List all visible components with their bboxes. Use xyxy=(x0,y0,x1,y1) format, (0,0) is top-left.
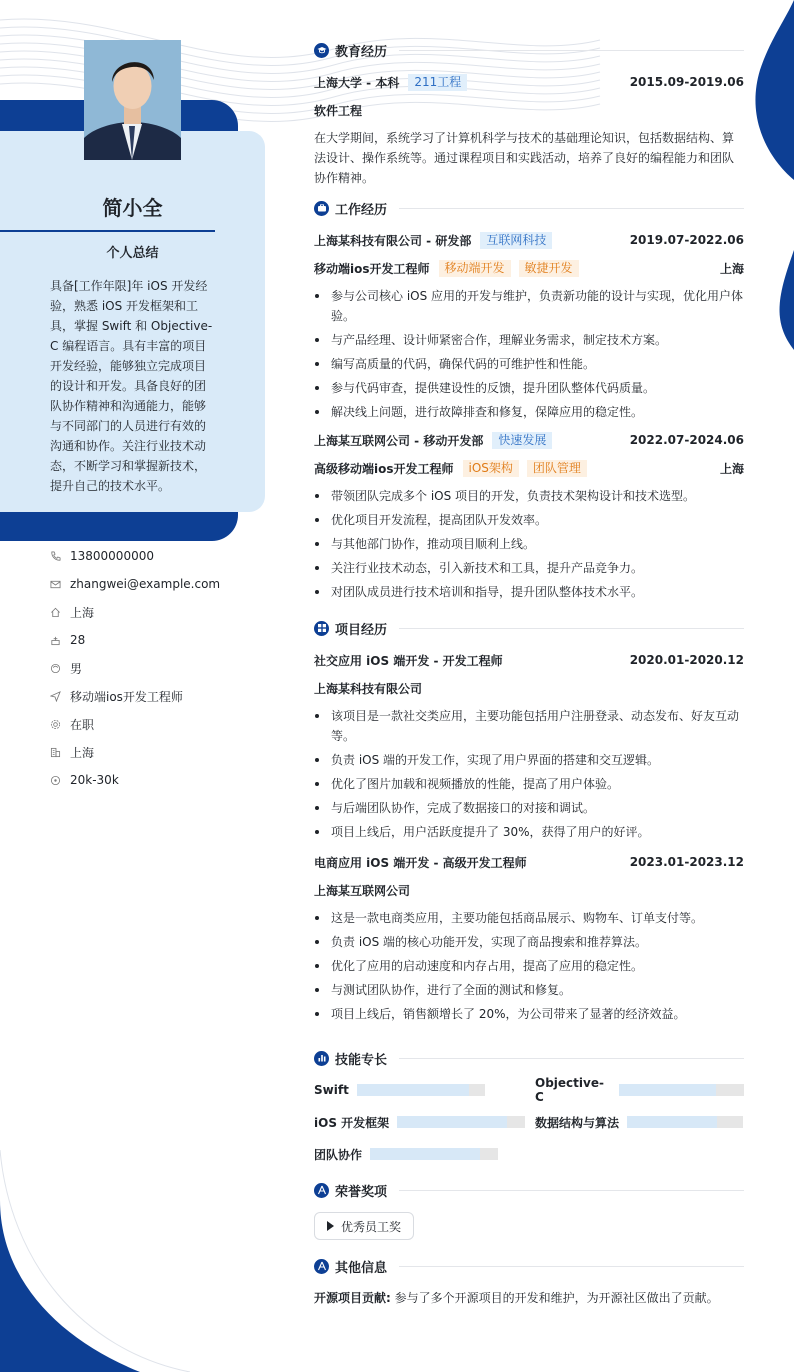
section-divider xyxy=(399,50,744,51)
avatar-photo xyxy=(84,40,181,160)
name-divider xyxy=(0,230,215,232)
school-tag: 211工程 xyxy=(408,74,467,91)
project-name: 电商应用 iOS 端开发 - 高级开发工程师 xyxy=(314,855,527,870)
bullet-item: 该项目是一款社交类应用，主要功能包括用户注册登录、动态发布、好友互动等。 xyxy=(314,706,744,746)
school-name: 上海大学 - 本科 xyxy=(314,75,400,90)
contact-value: zhangwei@example.com xyxy=(70,577,221,591)
bullet-item: 这是一款电商类应用，主要功能包括商品展示、购物车、订单支付等。 xyxy=(314,908,744,928)
bullet-item: 参与公司核心 iOS 应用的开发与维护，负责新功能的设计与实现，优化用户体验。 xyxy=(314,286,744,326)
contact-value: 13800000000 xyxy=(70,549,154,563)
skill-item xyxy=(314,1144,535,1164)
section-divider xyxy=(399,1058,744,1059)
work-location: 上海 xyxy=(719,261,744,276)
bullet-item: 项目上线后，用户活跃度提升了 30%，获得了用户的好评。 xyxy=(314,822,744,842)
bullet-item: 负责 iOS 端的开发工作，实现了用户界面的搭建和交互逻辑。 xyxy=(314,750,744,770)
skill-name: Objective-C xyxy=(535,1076,604,1104)
work-role-row xyxy=(314,458,744,478)
bullet-item: 项目上线后，销售额增长了 20%，为公司带来了显著的经济效益。 xyxy=(314,1004,744,1024)
project-period: 2020.01-2020.12 xyxy=(629,653,744,667)
bullet-item: 解决线上问题，进行故障排查和修复，保障应用的稳定性。 xyxy=(314,402,744,422)
other-header xyxy=(314,1256,744,1276)
status-icon xyxy=(50,719,61,730)
bullet-item: 与产品经理、设计师紧密合作，理解业务需求，制定技术方案。 xyxy=(314,330,744,350)
skill-bar-fill xyxy=(627,1116,717,1128)
bullet-item: 优化了图片加载和视频播放的性能，提高了用户体验。 xyxy=(314,774,744,794)
skill-item xyxy=(535,1112,744,1132)
contact-age xyxy=(50,626,260,654)
contact-position xyxy=(50,682,260,710)
company-name: 上海某科技有限公司 - 研发部 xyxy=(314,233,472,248)
education-header xyxy=(314,40,744,60)
role-tag: 敏捷开发 xyxy=(519,260,579,277)
send-icon xyxy=(50,691,61,702)
project-bullets xyxy=(314,908,744,1024)
phone-icon xyxy=(50,551,61,562)
contact-list xyxy=(50,542,260,794)
graduation-cap-icon xyxy=(314,43,329,58)
work-bullets xyxy=(314,486,744,602)
project-item xyxy=(314,852,744,1024)
job-role: 高级移动端ios开发工程师 xyxy=(314,461,454,476)
major: 软件工程 xyxy=(314,103,363,118)
project-item xyxy=(314,650,744,842)
job-role: 移动端ios开发工程师 xyxy=(314,261,430,276)
bullet-item: 带领团队完成多个 iOS 项目的开发，负责技术架构设计和技术选型。 xyxy=(314,486,744,506)
contact-value: 男 xyxy=(70,661,83,676)
company-tag: 快速发展 xyxy=(492,432,552,449)
awards-list xyxy=(314,1212,744,1240)
contact-email xyxy=(50,570,260,598)
company-name: 上海某互联网公司 - 移动开发部 xyxy=(314,433,484,448)
home-icon xyxy=(50,607,61,618)
skill-bar-fill xyxy=(370,1148,480,1160)
section-title: 荣誉奖项 xyxy=(335,1184,388,1200)
projects-header xyxy=(314,618,744,638)
work-company-row xyxy=(314,430,744,450)
profile-name: 简小全 xyxy=(102,196,163,220)
project-name: 社交应用 iOS 端开发 - 开发工程师 xyxy=(314,653,503,668)
building-icon xyxy=(50,747,61,758)
skill-bar-fill xyxy=(619,1084,717,1096)
play-icon xyxy=(327,1221,334,1231)
education-period: 2015.09-2019.06 xyxy=(629,75,744,89)
work-item xyxy=(314,230,744,422)
briefcase-icon xyxy=(314,201,329,216)
section-title: 其他信息 xyxy=(335,1260,388,1276)
salary-icon xyxy=(50,775,61,786)
skill-item xyxy=(314,1080,535,1100)
avatar xyxy=(84,40,181,160)
section-title: 工作经历 xyxy=(335,202,388,218)
main-content xyxy=(314,40,744,1318)
contact-value: 移动端ios开发工程师 xyxy=(70,689,183,704)
project-company-row xyxy=(314,880,744,900)
other-text: 参与了多个开源项目的开发和维护，为开源社区做出了贡献。 xyxy=(394,1291,719,1305)
bullet-item: 负责 iOS 端的核心功能开发，实现了商品搜索和推荐算法。 xyxy=(314,932,744,952)
bullet-item: 对团队成员进行技术培训和指导，提升团队整体技术水平。 xyxy=(314,582,744,602)
work-company-row xyxy=(314,230,744,250)
contact-value: 28 xyxy=(70,633,86,647)
project-company: 上海某科技有限公司 xyxy=(314,681,423,696)
section-divider xyxy=(399,208,744,209)
skill-bar xyxy=(397,1116,525,1128)
project-bullets xyxy=(314,706,744,842)
skill-name: 数据结构与算法 xyxy=(535,1115,620,1130)
skill-bar-fill xyxy=(357,1084,470,1096)
skill-name: iOS 开发框架 xyxy=(314,1115,390,1130)
skill-name: 团队协作 xyxy=(314,1147,363,1162)
grid-icon xyxy=(314,621,329,636)
role-tag: 移动端开发 xyxy=(439,260,511,277)
work-bullets xyxy=(314,286,744,422)
skill-bar xyxy=(627,1116,743,1128)
contact-gender xyxy=(50,654,260,682)
awards-header xyxy=(314,1180,744,1200)
bullet-item: 优化了应用的启动速度和内存占用，提高了应用的稳定性。 xyxy=(314,956,744,976)
project-title-row xyxy=(314,650,744,670)
work-location: 上海 xyxy=(719,461,744,476)
skill-bar-fill xyxy=(397,1116,507,1128)
project-title-row xyxy=(314,852,744,872)
bullet-item: 与其他部门协作，推动项目顺利上线。 xyxy=(314,534,744,554)
skills-list xyxy=(314,1076,744,1180)
summary-text: 具备[工作年限]年 iOS 开发经验，熟悉 iOS 开发框架和工具，掌握 Swift 和 Objective-C 编程语言。具有丰富的项目开发经验，能够独立完成项目的设计和开发。具备良好的团队协作精神和沟通能力，能够与不同部门的人员进行有效的沟通和协作。关注行业技术动态，不断学习和掌握新技术，提升自己的技术水平。 xyxy=(50,279,213,493)
info-icon xyxy=(314,1259,329,1274)
mail-icon xyxy=(50,579,61,590)
bullet-item: 与测试团队协作，进行了全面的测试和修复。 xyxy=(314,980,744,1000)
section-title: 教育经历 xyxy=(335,44,388,60)
bullet-item: 参与代码审查，提供建设性的反馈，提升团队整体代码质量。 xyxy=(314,378,744,398)
contact-status xyxy=(50,710,260,738)
project-company-row xyxy=(314,678,744,698)
project-period: 2023.01-2023.12 xyxy=(629,855,744,869)
work-item xyxy=(314,430,744,602)
award-label: 优秀员工奖 xyxy=(341,1219,402,1234)
skill-bar xyxy=(357,1084,485,1096)
skill-item xyxy=(535,1076,744,1104)
work-role-row xyxy=(314,258,744,278)
skill-item xyxy=(314,1112,535,1132)
education-description: 在大学期间，系统学习了计算机科学与技术的基础理论知识，包括数据结构、算法设计、操作系统等。通过课程项目和实践活动，培养了良好的编程能力和团队协作精神。 xyxy=(314,131,735,185)
work-period: 2019.07-2022.06 xyxy=(629,233,744,247)
bar-chart-icon xyxy=(314,1051,329,1066)
project-company: 上海某互联网公司 xyxy=(314,883,411,898)
role-tag: 团队管理 xyxy=(527,460,587,477)
contact-address xyxy=(50,598,260,626)
contact-value: 上海 xyxy=(70,605,95,620)
other-label: 开源项目贡献: xyxy=(314,1291,391,1305)
section-divider xyxy=(399,1190,744,1191)
section-title: 技能专长 xyxy=(335,1052,388,1068)
contact-value: 在职 xyxy=(70,717,95,732)
age-icon xyxy=(50,635,61,646)
role-tag: iOS架构 xyxy=(463,460,519,477)
work-header xyxy=(314,198,744,218)
section-title: 项目经历 xyxy=(335,622,388,638)
sidebar xyxy=(0,0,265,1372)
company-tag: 互联网科技 xyxy=(480,232,552,249)
bullet-item: 与后端团队协作，完成了数据接口的对接和调试。 xyxy=(314,798,744,818)
contact-value: 20k-30k xyxy=(70,773,119,787)
education-row xyxy=(314,72,744,92)
bullet-item: 编写高质量的代码，确保代码的可维护性和性能。 xyxy=(314,354,744,374)
major-row xyxy=(314,100,744,120)
gender-icon xyxy=(50,663,61,674)
bullet-item: 优化项目开发流程，提高团队开发效率。 xyxy=(314,510,744,530)
contact-value: 上海 xyxy=(70,745,95,760)
bullet-item: 关注行业技术动态，引入新技术和工具，提升产品竞争力。 xyxy=(314,558,744,578)
summary-title: 个人总结 xyxy=(106,246,159,261)
skill-name: Swift xyxy=(314,1083,349,1097)
skill-bar xyxy=(370,1148,498,1160)
contact-city xyxy=(50,738,260,766)
section-divider xyxy=(399,628,744,629)
other-info xyxy=(314,1288,744,1308)
skills-header xyxy=(314,1048,744,1068)
award-icon xyxy=(314,1183,329,1198)
section-divider xyxy=(399,1266,744,1267)
contact-phone xyxy=(50,542,260,570)
skill-bar xyxy=(619,1084,744,1096)
contact-salary xyxy=(50,766,260,794)
award-item[interactable] xyxy=(314,1212,414,1240)
work-period: 2022.07-2024.06 xyxy=(629,433,744,447)
